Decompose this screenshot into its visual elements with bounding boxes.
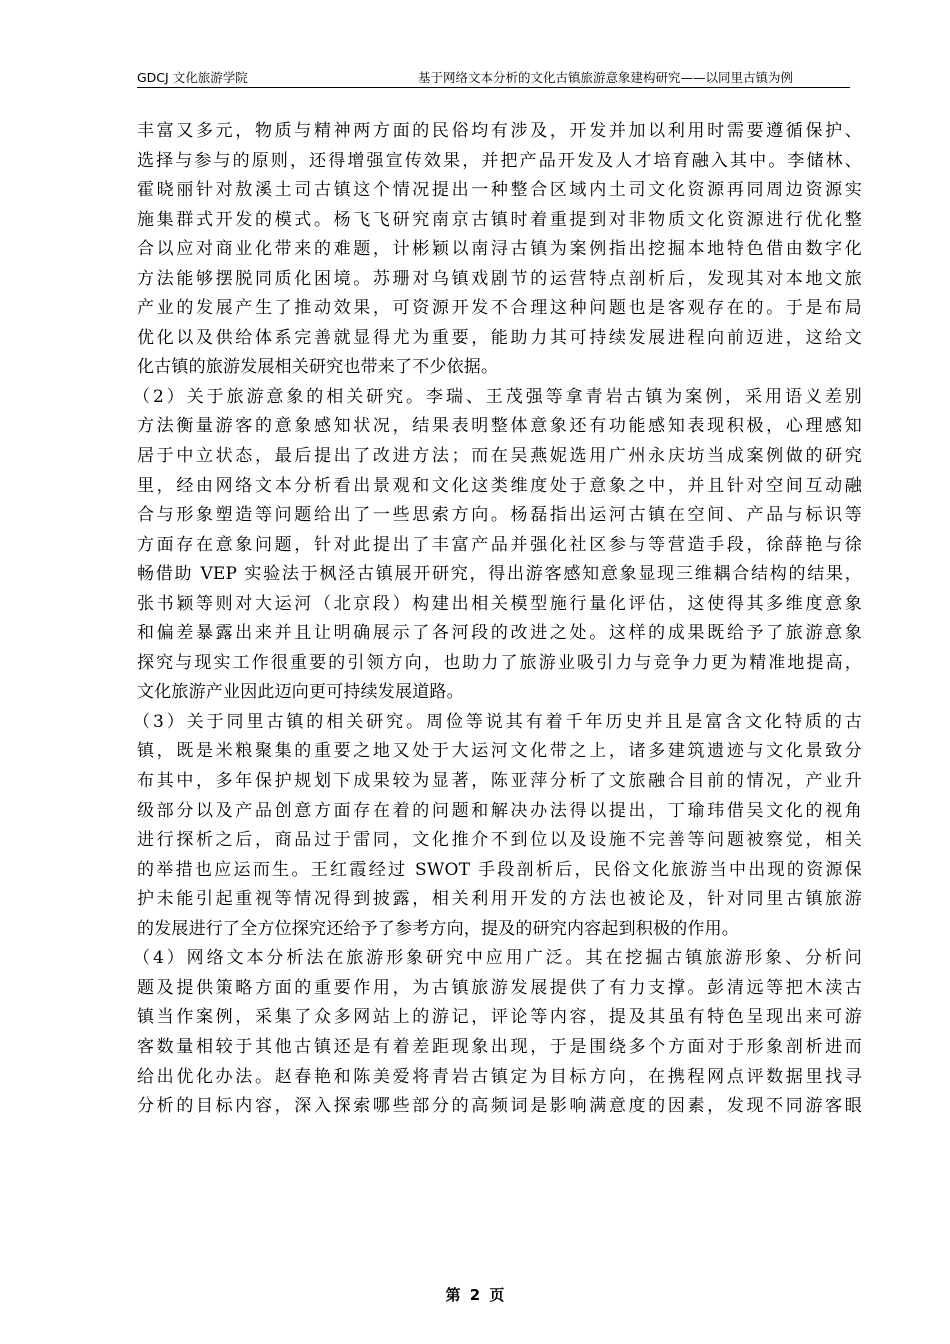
body-text	[133, 117, 862, 1122]
text-line: 布其中，多年保护规划下成果较为显著，陈亚萍分析了文旅融合目前的情况，产业升	[137, 771, 862, 792]
text-line: 合以应对商业化带来的难题，计彬颖以南浔古镇为案例指出挖掘本地特色借由数字化	[137, 239, 862, 260]
text-line: 方法能够摆脱同质化困境。苏珊对乌镇戏剧节的运营特点剖析后，发现其对本地文旅	[137, 268, 862, 289]
text-line: 畅借助 VEP 实验法于枫泾古镇展开研究，得出游客感知意象显现三维耦合结构的结果，	[137, 564, 862, 585]
paragraph-heading-line: （2）关于旅游意象的相关研究。李瑞、王茂强等拿青岩古镇为案例，采用语义差别	[133, 386, 862, 407]
text-line: 产业的发展产生了推动效果，可资源开发不合理这种问题也是客观存在的。于是布局	[137, 298, 862, 319]
text-line: 的举措也应运而生。王红霞经过 SWOT 手段剖析后，民俗文化旅游当中出现的资源保	[137, 859, 862, 880]
text-line: 给出优化办法。赵春艳和陈美爱将青岩古镇定为目标方向，在携程网点评数据里找寻	[137, 1066, 862, 1087]
text-line: 护未能引起重视等情况得到披露，相关利用开发的方法也被论及，针对同里古镇旅游	[137, 889, 862, 910]
text-line: 方法衡量游客的意象感知状况，结果表明整体意象还有功能感知表现积极，心理感知	[137, 416, 862, 437]
text-line: 的发展进行了全方位探究还给予了参考方向，提及的研究内容起到积极的作用。	[137, 918, 739, 939]
text-line: 客数量相较于其他古镇还是有着差距现象出现，于是围绕多个方面对于形象剖析进而	[137, 1036, 862, 1057]
text-line: 级部分以及产品创意方面存在着的问题和解决办法得以提出，丁瑜玮借吴文化的视角	[137, 800, 862, 821]
text-line: 方面存在意象问题，针对此提出了丰富产品并强化社区参与等营造手段，徐薛艳与徐	[137, 534, 862, 555]
text-line: 霍晓丽针对敖溪土司古镇这个情况提出一种整合区域内土司文化资源再同周边资源实	[137, 180, 862, 201]
paragraph-heading-line: （4）网络文本分析法在旅游形象研究中应用广泛。其在挖掘古镇旅游形象、分析问	[133, 948, 862, 969]
text-line: 分析的目标内容，深入探索哪些部分的高频词是影响满意度的因素，发现不同游客眼	[137, 1096, 862, 1117]
text-line: 居于中立状态，最后提出了改进方法；而在吴燕妮选用广州永庆坊当成案例做的研究	[137, 446, 862, 467]
text-line: 合与形象塑造等问题给出了一些思索方向。杨磊指出运河古镇在空间、产品与标识等	[137, 505, 862, 526]
text-line: 镇，既是米粮聚集的重要之地又处于大运河文化带之上，诸多建筑遗迹与文化景致分	[137, 741, 862, 762]
text-line: 里，经由网络文本分析看出景观和文化这类维度处于意象之中，并且针对空间互动融	[137, 475, 862, 496]
text-line: 选择与参与的原则，还得增强宣传效果，并把产品开发及人才培育融入其中。李储林、	[137, 150, 862, 171]
page-number: 第 2 页	[445, 1286, 505, 1304]
text-line: 文化旅游产业因此迈向更可持续发展道路。	[137, 682, 464, 703]
text-line: 丰富又多元，物质与精神两方面的民俗均有涉及，开发并加以利用时需要遵循保护、	[137, 121, 862, 141]
text-line: 镇当作案例，采集了众多网站上的游记，评论等内容，提及其虽有特色呈现出来可游	[137, 1007, 862, 1028]
header-institution: GDCJ 文化旅游学院	[137, 70, 248, 85]
page-header	[137, 70, 850, 88]
header-thesis-title: 基于网络文本分析的文化古镇旅游意象建构研究——以同里古镇为例	[417, 70, 793, 85]
text-line: 优化以及供给体系完善就显得尤为重要，能助力其可持续发展进程向前迈进，这给文	[137, 327, 862, 348]
text-line: 探究与现实工作很重要的引领方向，也助力了旅游业吸引力与竞争力更为精准地提高，	[137, 652, 862, 673]
text-line: 张书颖等则对大运河（北京段）构建出相关模型施行量化评估，这使得其多维度意象	[137, 593, 862, 614]
text-line: 和偏差暴露出来并且让明确展示了各河段的改进之处。这样的成果既给予了旅游意象	[137, 623, 862, 644]
text-line: 题及提供策略方面的重要作用，为古镇旅游发展提供了有力支撑。彭清远等把木渎古	[137, 977, 862, 998]
paragraph-heading-line: （3）关于同里古镇的相关研究。周俭等说其有着千年历史并且是富含文化特质的古	[133, 711, 862, 732]
text-line: 施集群式开发的模式。杨飞飞研究南京古镇时着重提到对非物质文化资源进行优化整	[137, 209, 862, 230]
text-line: 化古镇的旅游发展相关研究也带来了不少依据。	[137, 357, 499, 378]
text-line: 进行探析之后，商品过于雷同，文化推介不到位以及设施不完善等问题被察觉，相关	[137, 830, 862, 851]
